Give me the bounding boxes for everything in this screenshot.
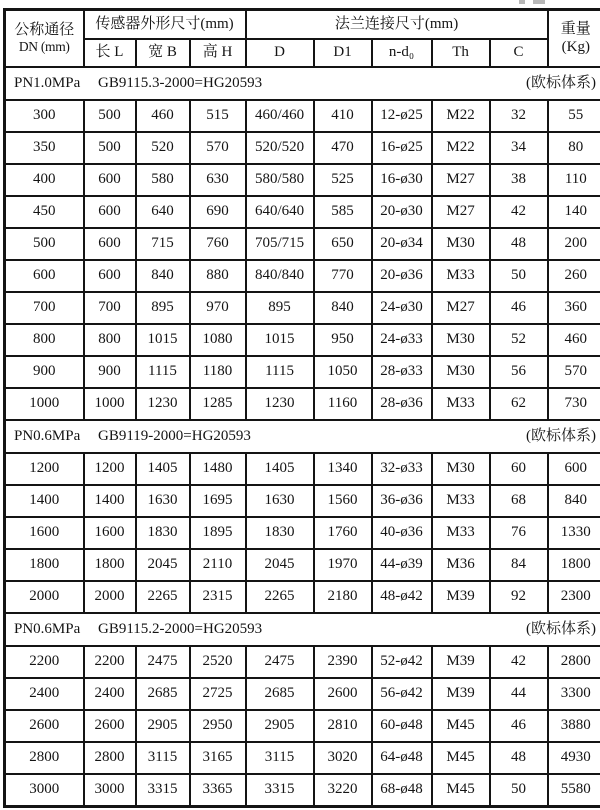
table-cell: 400 [5,164,84,196]
table-cell: 44-ø39 [372,549,432,581]
table-cell: 1160 [314,388,372,420]
table-cell: 38 [490,164,548,196]
table-cell: 12-ø25 [372,100,432,132]
table-cell: 3315 [246,774,314,807]
table-cell: 24-ø33 [372,324,432,356]
header-th: Th [432,39,490,67]
table-cell: 900 [5,356,84,388]
table-cell: 840/840 [246,260,314,292]
table-cell: 580/580 [246,164,314,196]
table-cell: 16-ø30 [372,164,432,196]
table-cell: 2200 [84,646,136,678]
table-cell: 20-ø30 [372,196,432,228]
table-cell: 840 [136,260,190,292]
table-cell: 2000 [5,581,84,613]
table-cell: 2905 [136,710,190,742]
table-cell: 1180 [190,356,246,388]
table-cell: 640 [136,196,190,228]
table-row [5,196,600,228]
table-cell: 60-ø48 [372,710,432,742]
table-row [5,292,600,324]
table-cell: 44 [490,678,548,710]
table-cell: 32 [490,100,548,132]
table-cell: M27 [432,164,490,196]
table-cell: 2400 [5,678,84,710]
table-cell: 460 [136,100,190,132]
table-cell: 50 [490,260,548,292]
table-cell: 520 [136,132,190,164]
table-cell: 56 [490,356,548,388]
table-cell: M45 [432,774,490,807]
table-cell: 3165 [190,742,246,774]
table-cell: 55 [548,100,600,132]
header-length-l: 长 L [84,39,136,67]
table-cell: 50 [490,774,548,807]
table-cell: 76 [490,517,548,549]
table-cell: 730 [548,388,600,420]
table-cell: 1630 [136,485,190,517]
table-cell: 515 [190,100,246,132]
table-cell: M36 [432,549,490,581]
table-cell: 1695 [190,485,246,517]
header-d: D [246,39,314,67]
table-cell: 3000 [5,774,84,807]
table-cell: 3220 [314,774,372,807]
table-cell: 4930 [548,742,600,774]
table-cell: 2950 [190,710,246,742]
table-cell: 2045 [246,549,314,581]
section-row [5,67,600,100]
table-cell: 42 [490,646,548,678]
table-cell: 46 [490,710,548,742]
table-cell: 2800 [84,742,136,774]
table-cell: 2600 [5,710,84,742]
table-cell: 1480 [190,453,246,485]
table-cell: M39 [432,581,490,613]
header-flange-connection-group: 法兰连接尺寸(mm) [246,10,548,40]
standard-label: GB9115.2-2000=HG20593 [98,621,262,638]
table-cell: M45 [432,742,490,774]
table-row [5,710,600,742]
table-cell: 800 [5,324,84,356]
section-row [5,420,600,453]
table-row [5,485,600,517]
table-cell: 460 [548,324,600,356]
table-row [5,646,600,678]
table-cell: 48 [490,742,548,774]
pressure-rating-label: PN0.6MPa [14,428,98,445]
table-cell: 2000 [84,581,136,613]
table-cell: 2600 [314,678,372,710]
table-row [5,164,600,196]
table-cell: 68 [490,485,548,517]
table-cell: 1080 [190,324,246,356]
table-cell: 1000 [5,388,84,420]
table-cell: 62 [490,388,548,420]
table-cell: M39 [432,646,490,678]
table-cell: 1400 [84,485,136,517]
table-cell: 32-ø33 [372,453,432,485]
table-cell: 500 [84,100,136,132]
table-row [5,388,600,420]
table-cell: 760 [190,228,246,260]
table-cell: 2300 [548,581,600,613]
table-cell: 570 [190,132,246,164]
table-cell: M33 [432,260,490,292]
table-cell: 48-ø42 [372,581,432,613]
table-cell: 5580 [548,774,600,807]
table-cell: 2685 [136,678,190,710]
table-cell: 1600 [5,517,84,549]
table-cell: 360 [548,292,600,324]
table-cell: 840 [548,485,600,517]
table-cell: 92 [490,581,548,613]
table-cell: 2390 [314,646,372,678]
table-cell: M39 [432,678,490,710]
table-cell: 3000 [84,774,136,807]
table-cell: 52-ø42 [372,646,432,678]
table-row [5,324,600,356]
table-cell: 2475 [246,646,314,678]
table-cell: M30 [432,356,490,388]
table-cell: 1000 [84,388,136,420]
table-cell: 840 [314,292,372,324]
table-cell: 2045 [136,549,190,581]
table-cell: 1330 [548,517,600,549]
table-cell: 1115 [246,356,314,388]
table-cell: 200 [548,228,600,260]
table-cell: 3020 [314,742,372,774]
table-cell: 600 [84,228,136,260]
pressure-rating-label: PN0.6MPa [14,621,98,638]
table-cell: 140 [548,196,600,228]
section-row [5,613,600,646]
table-cell: 895 [246,292,314,324]
table-row [5,453,600,485]
table-cell: 1600 [84,517,136,549]
table-cell: 1285 [190,388,246,420]
table-cell: 2265 [136,581,190,613]
table-cell: 640/640 [246,196,314,228]
table-cell: 600 [84,164,136,196]
table-cell: 64-ø48 [372,742,432,774]
table-cell: 3315 [136,774,190,807]
header-weight [548,10,600,68]
table-cell: 500 [84,132,136,164]
table-cell: 350 [5,132,84,164]
table-cell: 1800 [5,549,84,581]
table-cell: 20-ø36 [372,260,432,292]
table-row [5,100,600,132]
table-cell: 40-ø36 [372,517,432,549]
dimension-spec-table [3,8,600,808]
table-cell: 2800 [548,646,600,678]
table-cell: 1630 [246,485,314,517]
header-nominal-diameter [5,10,84,68]
header-width-b: 宽 B [136,39,190,67]
table-cell: 28-ø33 [372,356,432,388]
table-cell: 68-ø48 [372,774,432,807]
table-cell: 52 [490,324,548,356]
table-cell: 1015 [246,324,314,356]
table-cell: 56-ø42 [372,678,432,710]
table-cell: 880 [190,260,246,292]
table-cell: 1230 [136,388,190,420]
table-cell: 460/460 [246,100,314,132]
header-height-h: 高 H [190,39,246,67]
table-cell: 1015 [136,324,190,356]
table-cell: 1200 [5,453,84,485]
table-cell: M27 [432,292,490,324]
table-cell: 1970 [314,549,372,581]
table-cell: 2905 [246,710,314,742]
table-cell: 24-ø30 [372,292,432,324]
table-cell: 3880 [548,710,600,742]
table-cell: 48 [490,228,548,260]
header-d1: D1 [314,39,372,67]
table-cell: 1830 [136,517,190,549]
table-cell: 450 [5,196,84,228]
table-cell: 1405 [246,453,314,485]
table-cell: 20-ø34 [372,228,432,260]
table-cell: M33 [432,517,490,549]
table-cell: 60 [490,453,548,485]
table-cell: 2315 [190,581,246,613]
table-cell: 585 [314,196,372,228]
table-cell: 2800 [5,742,84,774]
table-cell: 110 [548,164,600,196]
table-cell: M27 [432,196,490,228]
table-cell: 950 [314,324,372,356]
table-cell: 36-ø36 [372,485,432,517]
table-cell: M22 [432,100,490,132]
region-note-label: (欧标体系) [526,621,596,638]
table-cell: M33 [432,388,490,420]
table-cell: 1115 [136,356,190,388]
table-cell: 3115 [246,742,314,774]
table-cell: 2520 [190,646,246,678]
table-cell: 2265 [246,581,314,613]
table-cell: 1400 [5,485,84,517]
table-cell: 300 [5,100,84,132]
table-cell: 28-ø36 [372,388,432,420]
table-cell: 700 [5,292,84,324]
header-n-d0: n-d₀ [372,39,432,67]
table-cell: 2180 [314,581,372,613]
table-cell: 16-ø25 [372,132,432,164]
table-cell: M45 [432,710,490,742]
table-cell: 690 [190,196,246,228]
table-cell: 1895 [190,517,246,549]
standard-label: GB9115.3-2000=HG20593 [98,75,262,92]
table-cell: 2400 [84,678,136,710]
table-cell: 895 [136,292,190,324]
table-row [5,581,600,613]
table-cell: 600 [5,260,84,292]
table-cell: 260 [548,260,600,292]
header-weight-cn: 重量 [549,21,600,38]
table-cell: 410 [314,100,372,132]
table-cell: 2200 [5,646,84,678]
table-cell: 770 [314,260,372,292]
table-cell: 3115 [136,742,190,774]
table-cell: 2110 [190,549,246,581]
table-cell: 1760 [314,517,372,549]
table-cell: 84 [490,549,548,581]
region-note-label: (欧标体系) [526,75,596,92]
table-cell: 46 [490,292,548,324]
table-row [5,260,600,292]
table-cell: 42 [490,196,548,228]
table-cell: M33 [432,485,490,517]
table-cell: 970 [190,292,246,324]
table-cell: M30 [432,324,490,356]
header-c: C [490,39,548,67]
table-cell: 1200 [84,453,136,485]
table-row [5,742,600,774]
table-cell: 700 [84,292,136,324]
table-cell: 525 [314,164,372,196]
table-row [5,549,600,581]
pressure-rating-label: PN1.0MPa [14,75,98,92]
table-cell: 2685 [246,678,314,710]
table-row [5,132,600,164]
header-sensor-dimensions-group: 传感器外形尺寸(mm) [84,10,246,40]
header-nominal-diameter-unit: DN (mm) [6,39,83,55]
table-cell: 900 [84,356,136,388]
header-weight-unit: (Kg) [549,39,600,56]
table-cell: 1800 [84,549,136,581]
table-cell: 1800 [548,549,600,581]
table-cell: M30 [432,228,490,260]
table-row [5,678,600,710]
table-row [5,774,600,807]
table-cell: 580 [136,164,190,196]
table-cell: M30 [432,453,490,485]
table-cell: 650 [314,228,372,260]
table-cell: 705/715 [246,228,314,260]
table-cell: 1340 [314,453,372,485]
table-cell: 600 [84,260,136,292]
table-row [5,517,600,549]
table-row [5,356,600,388]
table-cell: 2475 [136,646,190,678]
table-cell: 2725 [190,678,246,710]
table-cell: 1560 [314,485,372,517]
table-cell: 2810 [314,710,372,742]
table-cell: 34 [490,132,548,164]
table-cell: 500 [5,228,84,260]
table-cell: M22 [432,132,490,164]
table-cell: 80 [548,132,600,164]
table-cell: 2600 [84,710,136,742]
scan-artifact [519,0,545,4]
table-cell: 630 [190,164,246,196]
table-cell: 1830 [246,517,314,549]
table-row [5,228,600,260]
table-cell: 570 [548,356,600,388]
table-cell: 800 [84,324,136,356]
table-cell: 470 [314,132,372,164]
table-cell: 1050 [314,356,372,388]
header-nominal-diameter-cn: 公称通径 [6,22,83,39]
standard-label: GB9119-2000=HG20593 [98,428,251,445]
table-cell: 520/520 [246,132,314,164]
table-cell: 600 [548,453,600,485]
table-cell: 1405 [136,453,190,485]
table-cell: 600 [84,196,136,228]
table-cell: 3365 [190,774,246,807]
table-cell: 715 [136,228,190,260]
table-cell: 1230 [246,388,314,420]
region-note-label: (欧标体系) [526,428,596,445]
table-cell: 3300 [548,678,600,710]
